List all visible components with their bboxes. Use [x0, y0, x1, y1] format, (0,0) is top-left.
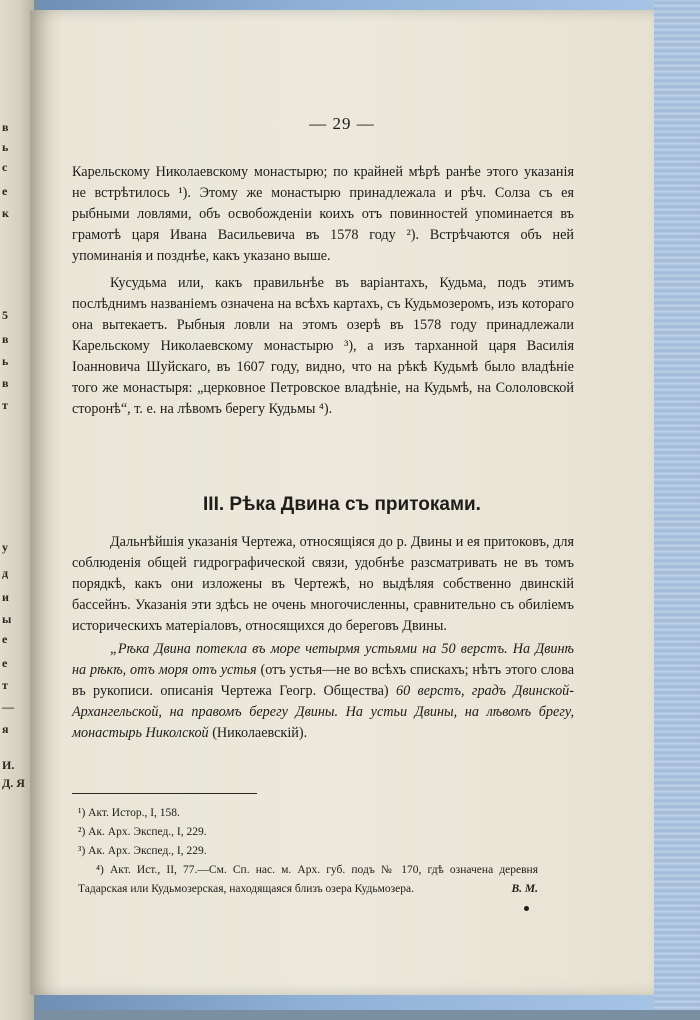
left-page-fragment: е	[2, 184, 8, 198]
left-page-fragment: с	[2, 160, 8, 174]
footnotes	[78, 804, 538, 899]
footnote-4-text: ⁴) Акт. Ист., II, 77.—См. Сп. нас. м. Арх. губ. подъ № 170, гдѣ означена деревня Тадарская или Кудьмозерская, находящаяся близъ озера Кудьмозера.	[78, 864, 538, 895]
left-page-fragment: д	[2, 566, 9, 580]
paragraph-dvina: Дальнѣйшія указанія Чертежа, относящіяся до р. Двины и ея притоковъ, для соблюденія общей гидрографической связи, удобнѣе разсматривать не въ томъ порядкѣ, какъ они изложены въ Чертежѣ, но выдѣляя собственно двинскій бассейнъ. Указанія эти здѣсь не очень многочисленны, сравнительно съ обиліемъ историческихъ матеріаловъ, относящихся до береговъ Двины.	[72, 534, 574, 634]
left-page-fragment: у	[2, 540, 8, 554]
left-page-fragment: в	[2, 332, 9, 346]
book-page	[30, 10, 654, 995]
paragraph-karelsky: Карельскому Николаевскому монастырю; по крайней мѣрѣ ранѣе этого указанія не встрѣтилось ¹). Этому же монастырю принадлежала и рѣч. Солза съ ея рыбными ловлями, объ освобожденіи коихъ отъ повинностей упоминается въ грамотѣ царя Ивана Васильевича въ 1578 году ²). Встрѣчаются объ ней упоминанія и позднѣе, какъ указано выше.	[72, 164, 574, 264]
left-page-fragment: т	[2, 678, 8, 692]
quote-paragraph	[72, 639, 574, 744]
footnote-3: ³) Ак. Арх. Экспед., I, 229.	[78, 845, 207, 857]
left-page-fragment: в	[2, 120, 9, 134]
left-page-fragment: И.	[2, 758, 15, 772]
quote-note: (Николаевскій).	[212, 725, 308, 741]
left-page-margin	[0, 0, 34, 1020]
quote-part: „Рѣка Двина потекла въ море четырмя устьями на 50 верстъ. На Двинѣ на рѣкѣ, отъ моря отъ устья	[72, 641, 574, 678]
ink-dot	[524, 906, 529, 911]
left-page-fragment: я	[2, 722, 9, 736]
section-heading: III. Рѣка Двина съ притоками.	[203, 494, 481, 515]
left-page-fragment: Д. Я	[2, 776, 25, 790]
left-page-fragment: ь	[2, 354, 9, 368]
footnote-1: ¹) Акт. Истор., I, 158.	[78, 807, 180, 819]
left-page-fragment: е	[2, 656, 8, 670]
cover-edge	[654, 0, 700, 1010]
left-page-fragment: 5	[2, 308, 8, 322]
left-page-fragment: к	[2, 206, 9, 220]
footnote-divider	[72, 793, 257, 794]
footnote-2: ²) Ак. Арх. Экспед., I, 229.	[78, 826, 207, 838]
left-page-fragment: ы	[2, 612, 12, 626]
left-page-fragment: —	[2, 700, 14, 714]
left-page-fragment: в	[2, 376, 9, 390]
left-page-fragment: т	[2, 398, 8, 412]
left-page-fragment: и	[2, 590, 9, 604]
page-number: — 29 —	[309, 114, 375, 133]
quote-note: (отъ устья—не во всѣхъ спискахъ; нѣтъ этого слова въ рукописи. описанія Чертежа Геогр. Общества)	[72, 662, 575, 699]
quote-part: 60 верстъ, градъ Двинской- Архангельской, на правомъ берегу Двины. На устьи Двины, на лѣвомъ брегу, монастырь Николской	[72, 683, 574, 741]
footnote-4	[78, 861, 538, 899]
left-page-fragment: е	[2, 632, 8, 646]
paragraph-kusudma: Кусудьма или, какъ правильнѣе въ варіантахъ, Кудьма, подъ этимъ послѣднимъ названіемъ означена на всѣхъ картахъ, съ Кудьмозеромъ, изъ котораго она вытекаетъ. Рыбныя ловли на этомъ озерѣ въ 1578 году принадлежали Карельскому Николаевскому монастырю ³), а изъ тарханной царя Василія Іоанновича Шуйскаго, въ 1607 году, видно, что на рѣкѣ Кудьмѣ было владѣніе того же монастыря: „церковное Петровское владѣніе, на Кудьмѣ, на Сололовской сторонѣ“, т. е. на лѣвомъ берегу Кудьмы ⁴).	[72, 275, 574, 417]
left-page-fragment: ь	[2, 140, 9, 154]
top-text-block	[72, 162, 574, 420]
footnote-signature: В. М.	[511, 883, 538, 895]
bottom-text-block	[72, 532, 574, 744]
